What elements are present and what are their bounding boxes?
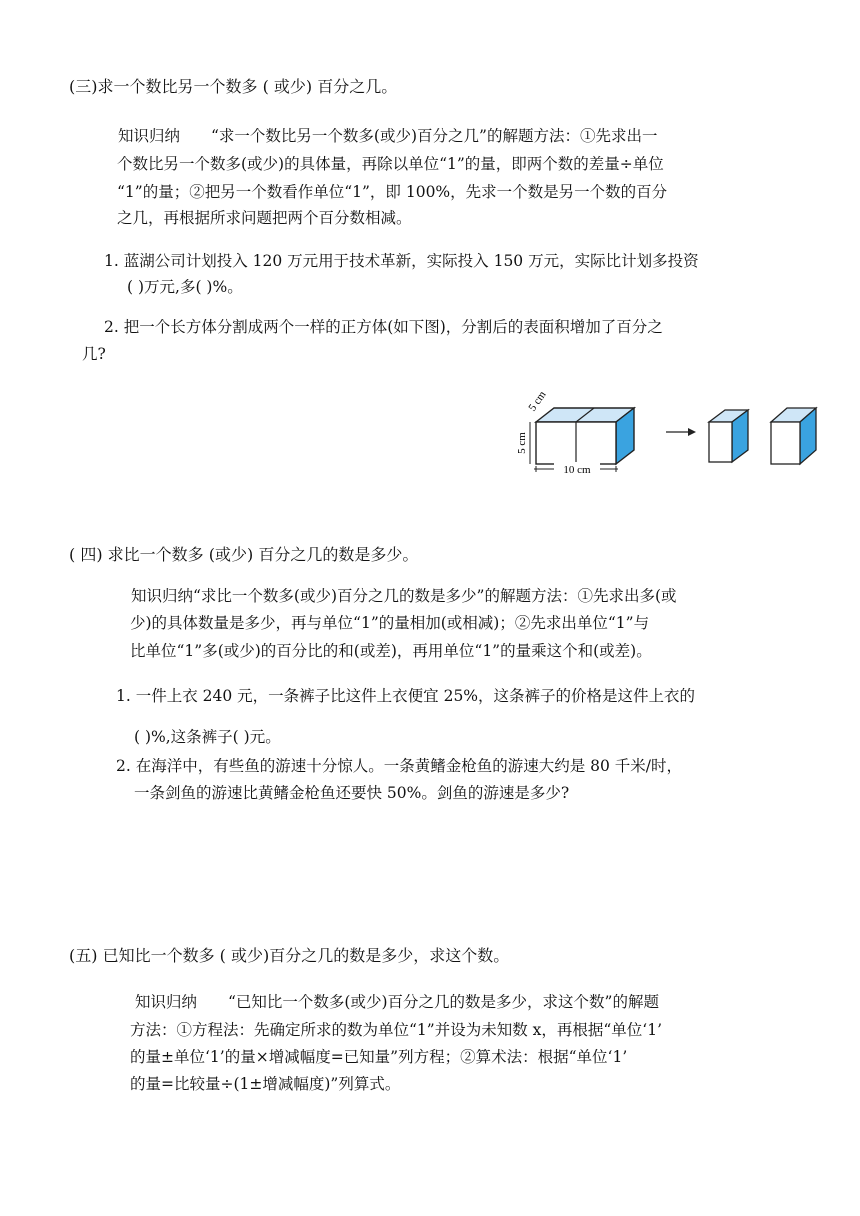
cube-2-front	[771, 422, 800, 464]
section4-summary-line-1: 知识归纳“求比一个数多(或少)百分之几的数是多少”的解题方法：①先求出多(或	[131, 587, 677, 605]
section3-heading: (三)求一个数比另一个数多 ( 或少) 百分之几。	[69, 77, 398, 96]
section3-summary-line-2: 个数比另一个数多(或少)的具体量，再除以单位“1”的量，即两个数的差量÷单位	[117, 155, 664, 173]
section3-question-1-line-2: ( )万元,多( )%。	[127, 278, 243, 296]
section3-question-1-line-1: 1. 蓝湖公司计划投入 120 万元用于技术革新，实际投入 150 万元，实际比计划多投资	[104, 252, 699, 270]
section5-summary-line-1: 知识归纳 “已知比一个数多(或少)百分之几的数是多少，求这个数”的解题	[135, 993, 659, 1011]
cuboid-split-figure	[516, 386, 846, 486]
height-label: 5 cm	[516, 432, 528, 454]
cube-2	[771, 408, 816, 464]
section5-summary-line-2: 方法：①方程法：先确定所求的数为单位“1”并设为未知数 x，再根据“单位‘1’	[130, 1021, 663, 1039]
section4-heading: ( 四) 求比一个数多 (或少) 百分之几的数是多少。	[69, 545, 419, 564]
section3-question-2-line-1: 2. 把一个长方体分割成两个一样的正方体(如下图)，分割后的表面积增加了百分之	[104, 318, 663, 336]
section4-summary-line-2: 少)的具体数量是多少，再与单位“1”的量相加(或相减)；②先求出单位“1”与	[130, 614, 650, 632]
section3-summary-line-3: “1”的量；②把另一个数看作单位“1”，即 100%，先求一个数是另一个数的百分	[117, 183, 668, 201]
section3-summary-line-1: 知识归纳 “求一个数比另一个数多(或少)百分之几”的解题方法：①先求出一	[118, 127, 658, 145]
section4-summary-line-3: 比单位“1”多(或少)的百分比的和(或差)，再用单位“1”的量乘这个和(或差)。	[130, 642, 652, 660]
cuboid	[536, 408, 634, 464]
section5-heading: (五) 已知比一个数多 ( 或少)百分之几的数是多少，求这个数。	[69, 946, 510, 965]
depth-label: 5 cm	[526, 388, 549, 414]
section3-question-2-line-2: 几?	[82, 345, 106, 363]
section3-summary-line-4: 之几，再根据所求问题把两个百分数相减。	[117, 209, 412, 227]
arrow-icon	[688, 428, 696, 436]
section4-question-2-line-1: 2. 在海洋中，有些鱼的游速十分惊人。一条黄鳍金枪鱼的游速大约是 80 千米/时，	[116, 757, 683, 775]
cube-1	[709, 410, 748, 462]
cube-1-front	[709, 422, 732, 462]
section4-question-2-line-2: 一条剑鱼的游速比黄鳍金枪鱼还要快 50%。剑鱼的游速是多少?	[134, 784, 570, 802]
section5-summary-line-4: 的量=比较量÷(1±增减幅度)”列算式。	[130, 1075, 401, 1093]
section4-question-1-line-1: 1. 一件上衣 240 元，一条裤子比这件上衣便宜 25%，这条裤子的价格是这件上衣的	[116, 687, 696, 705]
section5-summary-line-3: 的量±单位‘1’的量×增减幅度=已知量”列方程；②算术法：根据“单位‘1’	[130, 1048, 628, 1066]
length-label: 10 cm	[563, 464, 591, 476]
section4-question-1-line-2: ( )%,这条裤子( )元。	[134, 728, 281, 746]
